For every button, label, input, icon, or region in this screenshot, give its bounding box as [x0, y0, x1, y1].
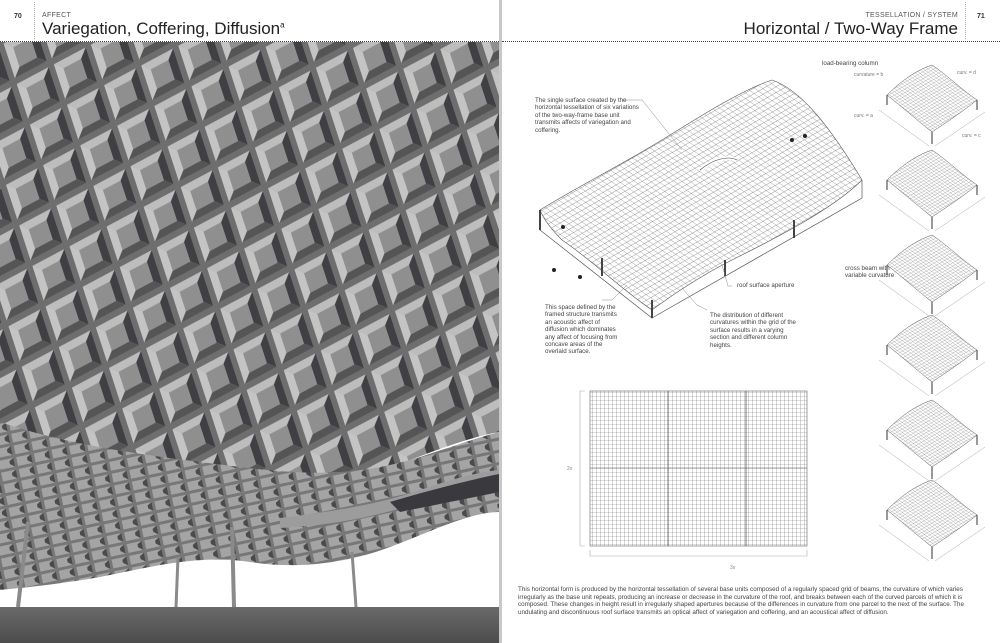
annotation-space-defined: This space defined by the framed structure transmits an acoustic affect of diffusion which dominates any affect of focusing from concave areas of the overlaid surface. [545, 304, 618, 356]
left-section-label: AFFECT [42, 12, 72, 19]
right-section-label: TESSELLATION / SYSTEM [865, 12, 958, 19]
annotation-cross-beam: cross beam with variable curvature [845, 265, 895, 280]
header-divider [34, 2, 35, 39]
annotation-distribution: The distribution of different curvatures within the grid of the surface results in a varying section and different column heights. [710, 312, 796, 349]
render-svg [0, 42, 499, 643]
human-figure-icon [578, 275, 582, 279]
width-dimension-bracket [590, 550, 807, 556]
body-paragraph: This horizontal form is produced by the horizontal tessellation of several base units composed of a regularly spaced grid of beams, the curvature of which varies irregularly as the base unit repeats, producing an increase or decrease in the curvature of the roof, and breaks between each of the curved parcels of which it is composed. These changes in height result in irregularly shaped apertures because of the differences in curvature from one parcel to the next of the surface. The undulating and discontinuous roof surface transmits an optical affect of variegation and coffering, and an acoustical affect of diffusion. [518, 586, 964, 616]
label-curvature-b: curvature = b [854, 72, 884, 78]
unit-variations-column [877, 60, 992, 580]
column [176, 557, 178, 607]
human-figure-icon [803, 134, 807, 138]
header-divider [965, 2, 966, 39]
left-page-title [42, 19, 285, 39]
human-figure-icon [552, 268, 556, 272]
annotation-single-surface: The single surface created by the horizontal tessellation of six variations of the two-way-frame base unit transmits affects of variegation and coffering. [535, 97, 639, 134]
plan-width-label: 3x [730, 565, 736, 571]
column [232, 527, 234, 607]
title-superscript: a [280, 20, 285, 30]
right-page-number: 71 [977, 13, 985, 20]
label-curv-d: curv. = d [957, 70, 976, 76]
floor-plane [0, 607, 499, 643]
coffered-roof-render [0, 42, 499, 643]
left-page-header [0, 0, 499, 42]
left-title-text: Variegation, Coffering, Diffusion [42, 19, 281, 38]
plan-grid-diagram [572, 388, 810, 578]
right-page-header [502, 0, 1000, 42]
height-dimension-bracket [580, 391, 585, 546]
label-curv-a: curv. = a [854, 113, 873, 119]
annotation-roof-aperture: roof surface aperture [737, 282, 795, 289]
label-curv-c: curv. = c [962, 133, 981, 139]
unit-variation [879, 65, 985, 146]
human-figure-icon [561, 225, 565, 229]
right-page-title: Horizontal / Two-Way Frame [743, 19, 958, 38]
plan-height-label: 2x [567, 466, 573, 472]
plan-grid [590, 391, 807, 546]
left-page-number: 70 [14, 13, 22, 20]
right-page [502, 0, 1000, 643]
left-page [0, 0, 499, 643]
human-figure-icon [790, 138, 794, 142]
annotation-load-bearing-column: load-bearing column [822, 60, 879, 67]
